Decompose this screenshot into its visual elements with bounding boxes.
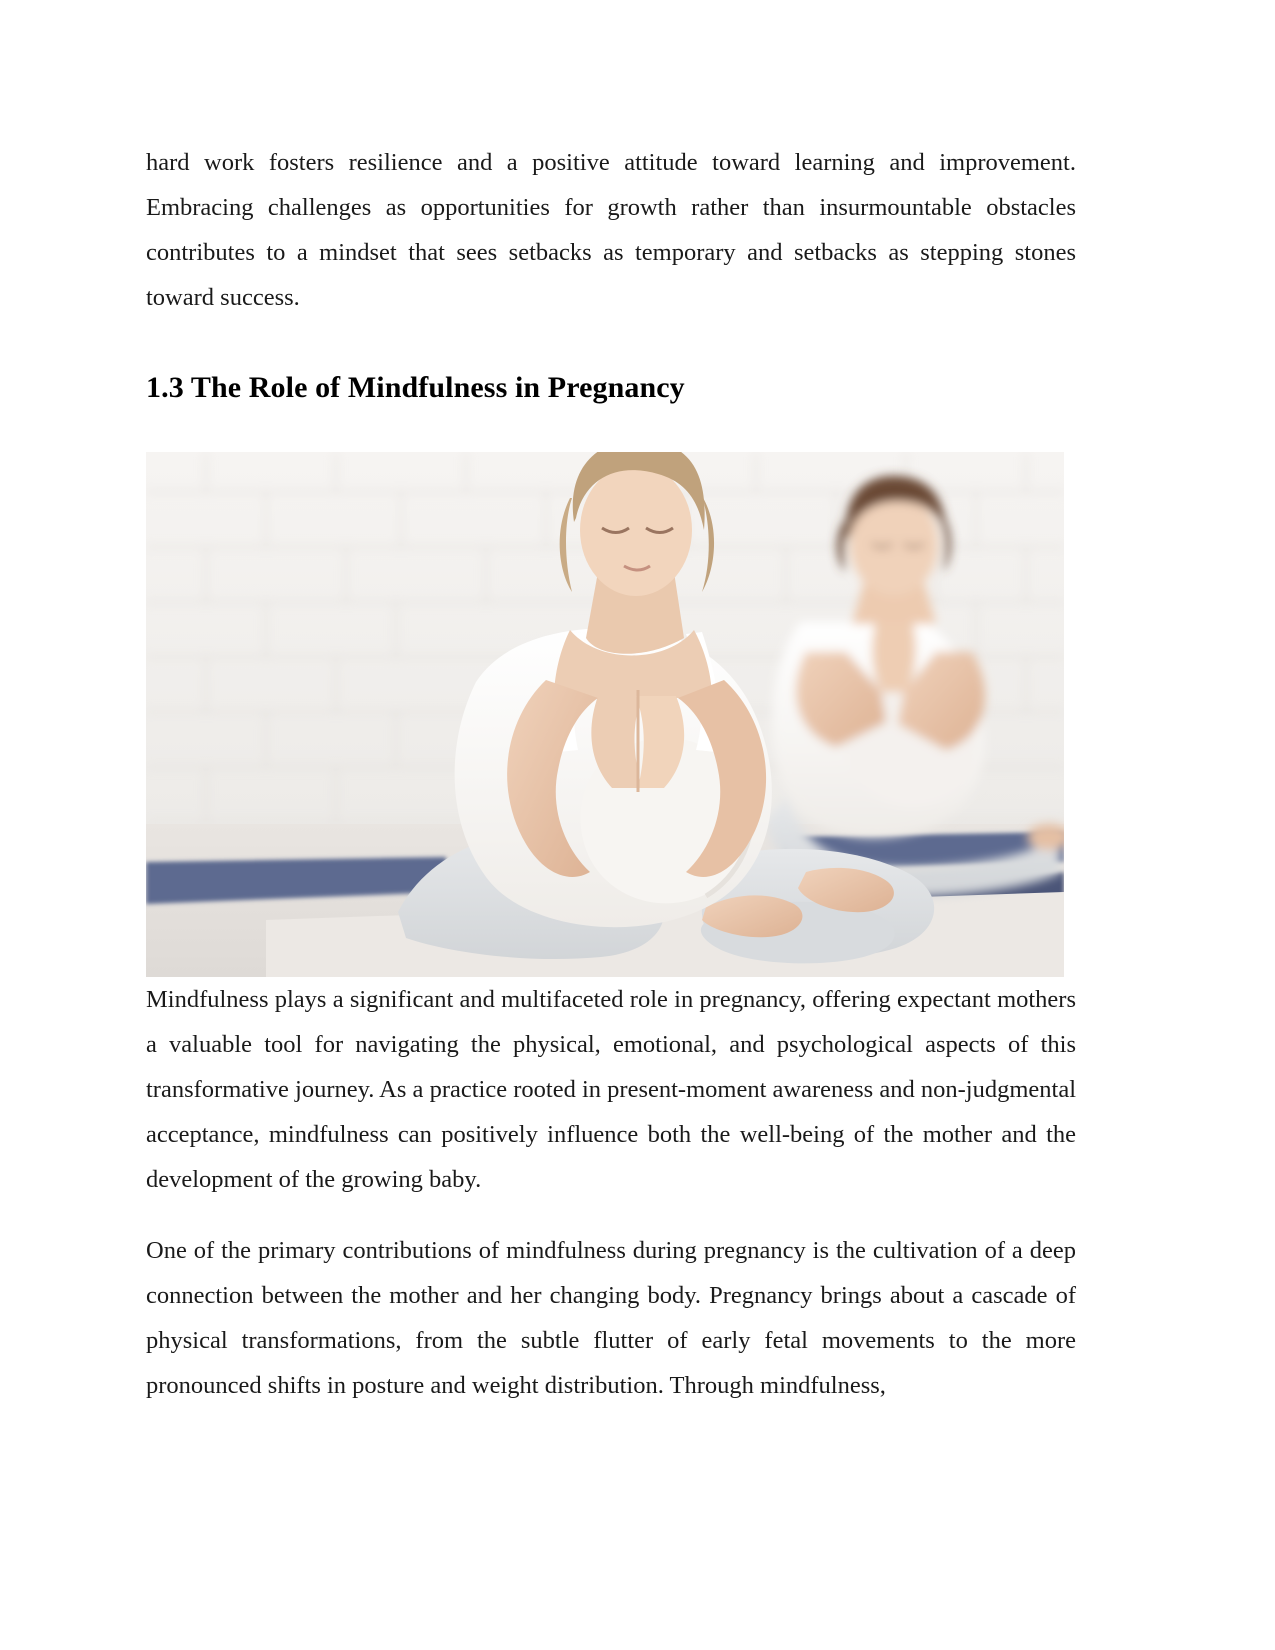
figure-illustration (146, 452, 1064, 977)
document-body (146, 140, 1076, 1408)
paragraph-body-connection: One of the primary contributions of mindfulness during pregnancy is the cultivation of a deep connection between the mother and her changing body. Pregnancy brings about a cascade of physical transformations, from the subtle flutter of early fetal movements to the more pronounced shifts in posture and weight distribution. Through mindfulness, (146, 1237, 1076, 1399)
section-heading: 1.3 The Role of Mindfulness in Pregnancy (146, 371, 685, 404)
paragraph-mindfulness-role: Mindfulness plays a significant and multifaceted role in pregnancy, offering expectant mothers a valuable tool for navigating the physical, emotional, and psychological aspects of this transformative journey. As a practice rooted in present-moment awareness and non-judgmental acceptance, mindfulness can positively influence both the well-being of the mother and the development of the growing baby. (146, 986, 1076, 1193)
pregnant-women-yoga-photo (146, 452, 1064, 977)
paragraph-intro: hard work fosters resilience and a positive attitude toward learning and improvement. Embracing challenges as opportunities for growth rather than insurmountable obstacles contributes to a mindset that sees setbacks as temporary and setbacks as stepping stones toward success. (146, 149, 1076, 311)
